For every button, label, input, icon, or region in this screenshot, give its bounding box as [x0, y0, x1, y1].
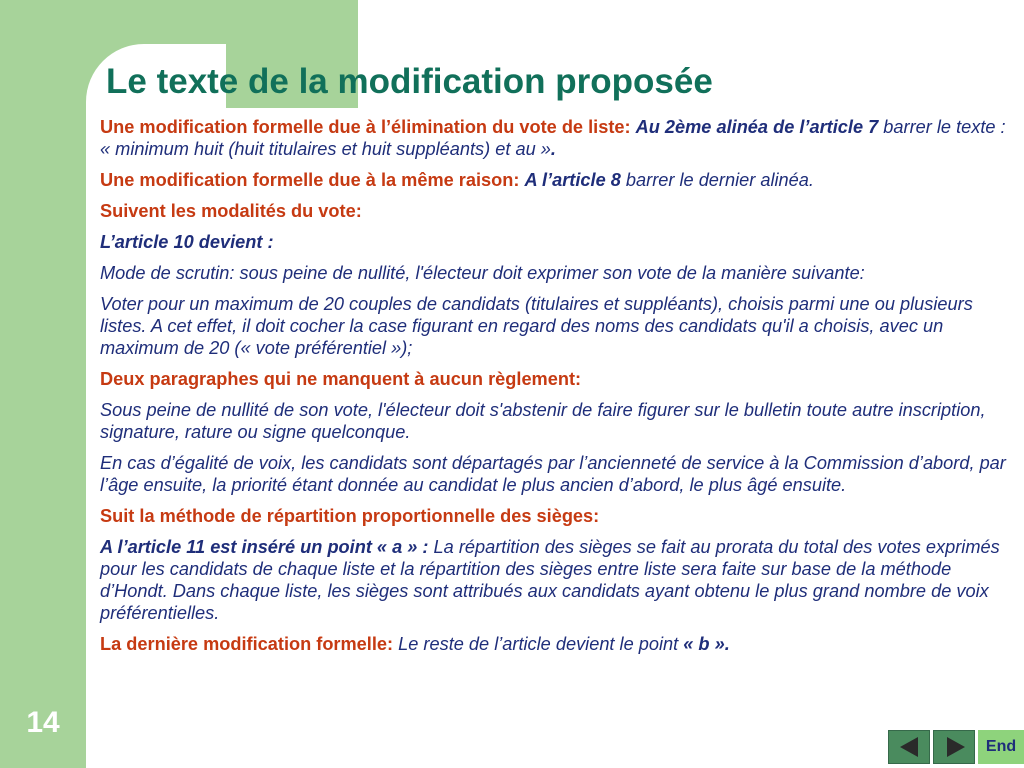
section-heading: Une modification formelle due à l’élimination du vote de liste: — [100, 117, 636, 137]
paragraph-12 — [100, 633, 1006, 655]
article-reference: A l’article 11 est inséré un point « a » : — [100, 537, 434, 557]
paragraph-text: barrer le texte : « minimum huit (huit titulaires et huit suppléants) et au » — [100, 117, 1006, 159]
paragraph-3 — [100, 200, 1006, 222]
paragraph-text: Mode de scrutin: sous peine de nullité, l'électeur doit exprimer son vote de la manière suivante: — [100, 263, 865, 283]
previous-slide-button[interactable] — [888, 730, 930, 764]
page-title: Le texte de la modification proposée — [106, 62, 713, 101]
slide-body — [100, 116, 1006, 664]
paragraph-text: Le reste de l’article devient le point — [398, 634, 684, 654]
paragraph-end: . — [550, 139, 556, 159]
slide-number: 14 — [26, 706, 60, 739]
paragraph-10 — [100, 505, 1006, 527]
section-heading: Deux paragraphes qui ne manquent à aucun règlement: — [100, 369, 582, 389]
arrow-left-icon — [900, 737, 918, 757]
section-heading: Suivent les modalités du vote: — [100, 201, 362, 221]
section-heading: Une modification formelle due à la même raison: — [100, 170, 525, 190]
next-slide-button[interactable] — [933, 730, 975, 764]
arrow-right-icon — [947, 737, 965, 757]
paragraph-text: barrer le dernier alinéa. — [620, 170, 814, 190]
paragraph-5 — [100, 262, 1006, 284]
paragraph-9 — [100, 452, 1006, 496]
paragraph-8 — [100, 399, 1006, 443]
article-reference: « b ». — [683, 634, 730, 654]
section-heading: La dernière modification formelle: — [100, 634, 399, 654]
paragraph-text: Sous peine de nullité de son vote, l'électeur doit s'abstenir de faire figurer sur le bulletin toute autre inscription, signature, rature ou signe quelconque. — [100, 400, 986, 442]
end-button[interactable]: End — [978, 730, 1024, 764]
section-heading: Suit la méthode de répartition proportionnelle des sièges: — [100, 506, 600, 526]
paragraph-2 — [100, 169, 1006, 191]
paragraph-1 — [100, 116, 1006, 160]
paragraph-11 — [100, 536, 1006, 624]
article-heading: L’article 10 devient : — [100, 232, 274, 252]
article-reference: Au 2ème alinéa de l’article 7 — [635, 117, 879, 137]
paragraph-text: En cas d’égalité de voix, les candidats sont départagés par l’ancienneté de service à la Commission d’abord, par l’âge ensuite, la priorité étant donnée au candidat le plus ancien d’abord, le plus âgé ensuite. — [100, 453, 1006, 495]
paragraph-text: La répartition des sièges se fait au prorata du total des votes exprimés pour les candidats de chaque liste et la répartition des sièges entre liste sera faite sur base de la méthode d’Hondt. Dans chaque liste, les sièges sont attribués aux candidats ayant obtenu le plus grand nombre de voix préférentielles. — [100, 537, 1000, 623]
paragraph-7 — [100, 368, 1006, 390]
paragraph-6 — [100, 293, 1006, 359]
paragraph-4 — [100, 231, 1006, 253]
article-reference: A l’article 8 — [524, 170, 621, 190]
paragraph-text: Voter pour un maximum de 20 couples de candidats (titulaires et suppléants), choisis parmi une ou plusieurs listes. A cet effet, il doit cocher la case figurant en regard des noms des candidats qu'il a choisis, avec un maximum de 20 (« vote préférentiel »); — [100, 294, 973, 358]
sidebar-band — [0, 0, 86, 768]
